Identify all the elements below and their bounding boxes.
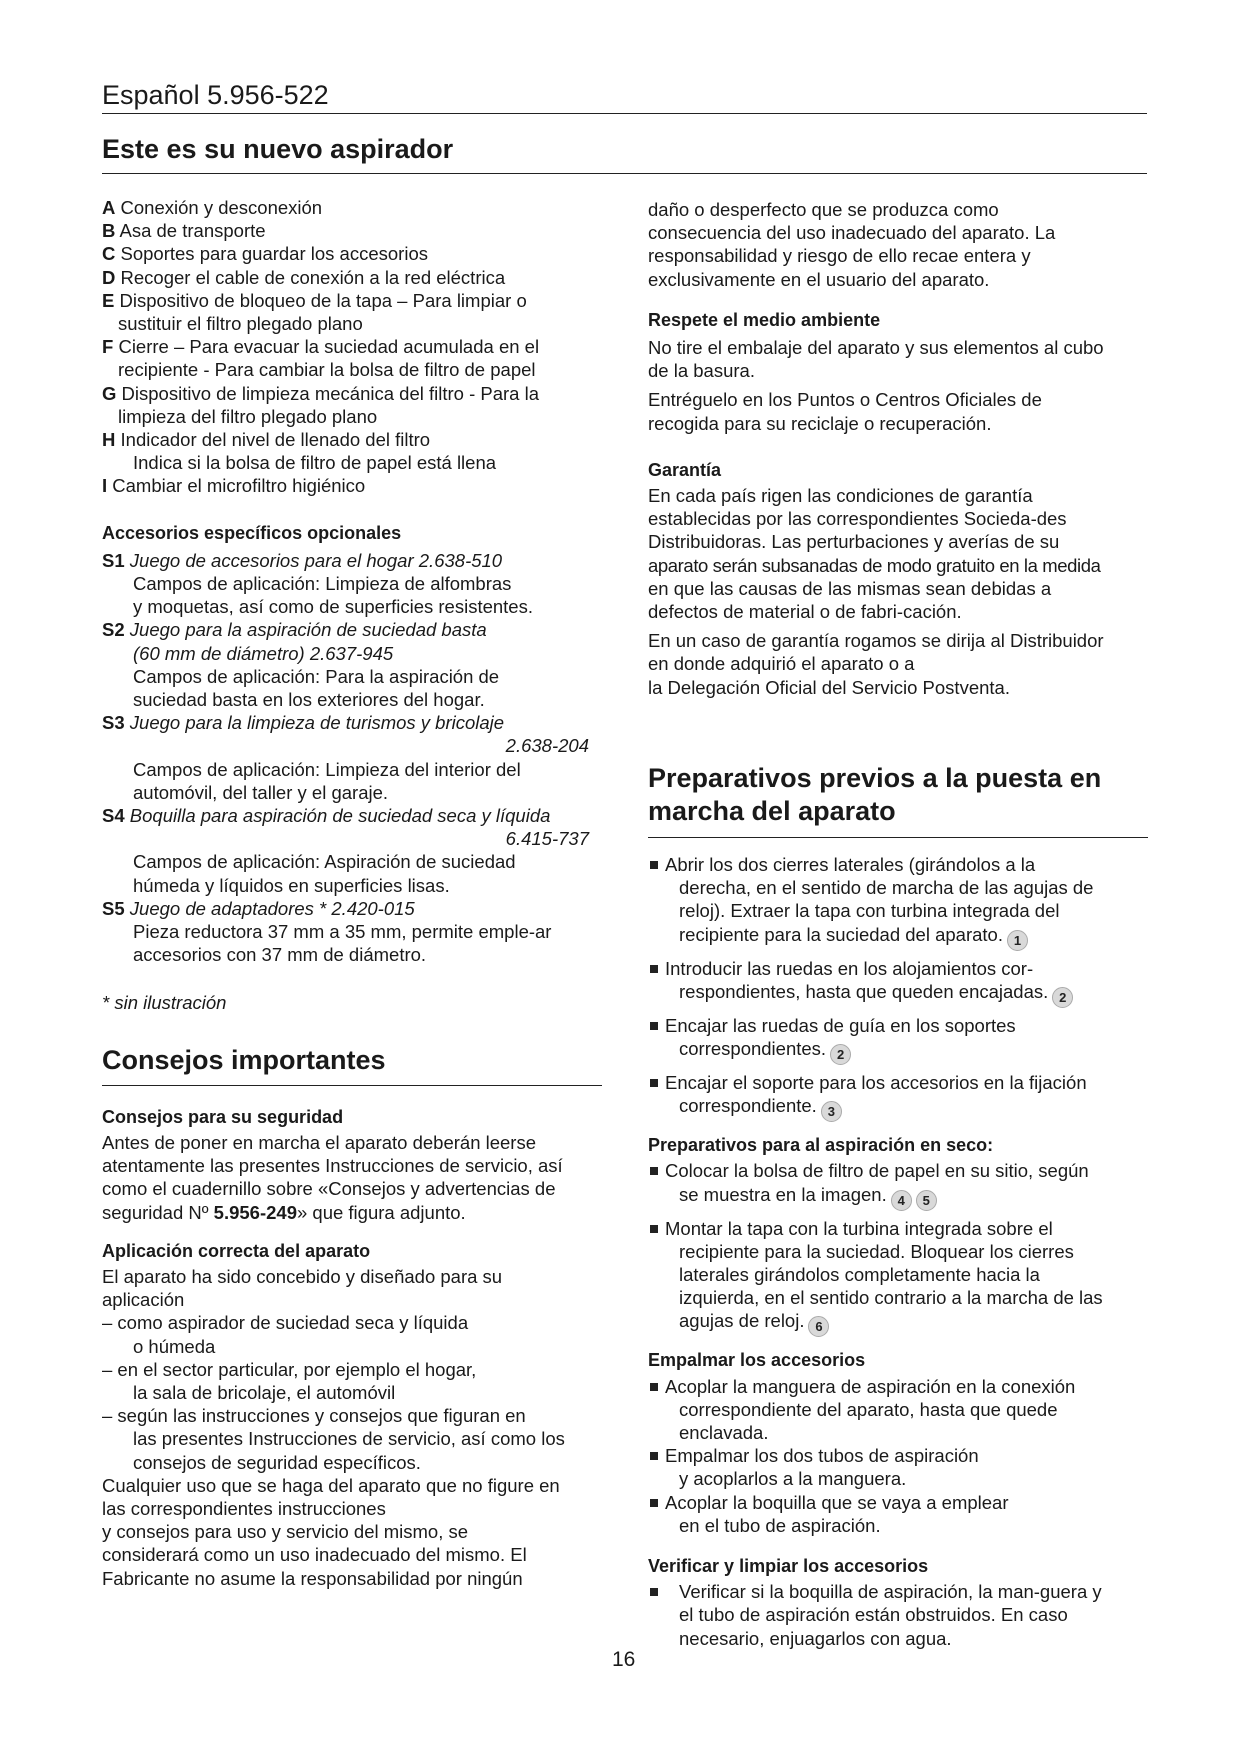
accessory-item: S3 Juego para la limpieza de turismos y bricolaje xyxy=(102,712,505,734)
check-heading: Verificar y limpiar los accesorios xyxy=(648,1556,929,1577)
right-column xyxy=(648,198,1148,699)
figure-ref-icon: 4 xyxy=(891,1190,912,1211)
accessory-desc: Campos de aplicación: Aspiración de suciedad xyxy=(133,851,516,873)
environment-text: de la basura. xyxy=(648,360,755,382)
use-heading: Aplicación correcta del aparato xyxy=(102,1240,371,1261)
prep-heading: Preparativos previos a la puesta en marcha del aparato xyxy=(648,763,1102,826)
acc-step: Acoplar la manguera de aspiración en la conexión correspondiente del aparato, hasta que quede enclavada. xyxy=(648,1375,1153,1445)
accessory-desc: Campos de aplicación: Limpieza de alfombras xyxy=(133,573,512,595)
check-step: Verificar si la boquilla de aspiración, la man-guera y el tubo de aspiración están obstruidos. En caso necesario, enjuagarlos con agua. xyxy=(648,1580,1153,1650)
accessory-code: 6.415-737 xyxy=(505,828,589,850)
page-number: 16 xyxy=(612,1648,636,1671)
accessory-item: S2 Juego para la aspiración de suciedad basta xyxy=(102,619,487,641)
safety-text: como el cuadernillo sobre «Consejos y advertencias de xyxy=(102,1178,556,1200)
part-item-cont: recipiente - Para cambiar la bolsa de filtro de papel xyxy=(118,359,536,381)
accessory-desc: Pieza reductora 37 mm a 35 mm, permite emple-ar xyxy=(133,921,552,943)
part-item: B Asa de transporte xyxy=(102,220,266,242)
accessories-list xyxy=(102,549,607,967)
header-rule xyxy=(102,113,1147,114)
figure-ref-icon: 1 xyxy=(1007,930,1028,951)
warranty-text: la Delegación Oficial del Servicio Postventa. xyxy=(648,676,1010,698)
page-header: Español 5.956-522 xyxy=(102,80,329,110)
prep-step: Introducir las ruedas en los alojamientos cor- respondientes, hasta que queden encajadas. 2 xyxy=(648,957,1153,1008)
accessory-desc: y moquetas, así como de superficies resistentes. xyxy=(133,596,533,618)
footnote: * sin ilustración xyxy=(102,991,227,1013)
use-text: Cualquier uso que se haga del aparato que no figure en xyxy=(102,1474,560,1496)
accessories-heading: Accesorios específicos opcionales xyxy=(102,522,402,543)
part-item: C Soportes para guardar los accesorios xyxy=(102,243,428,265)
use-text: y consejos para uso y servicio del mismo, se xyxy=(102,1521,469,1543)
safety-text: atentamente las presentes Instrucciones de servicio, así xyxy=(102,1155,563,1177)
bullet-icon xyxy=(650,1079,658,1087)
dry-step: Colocar la bolsa de filtro de papel en su sitio, según se muestra en la imagen. 4 5 xyxy=(648,1159,1153,1210)
use-text-cont: responsabilidad y riesgo de ello recae entera y xyxy=(648,245,1031,267)
use-text: Fabricante no asume la responsabilidad por ningún xyxy=(102,1567,523,1589)
use-text-cont: daño o desperfecto que se produzca como xyxy=(648,199,999,220)
warranty-text: en que las causas de las mismas sean debidas a xyxy=(648,577,1052,599)
safety-heading: Consejos para su seguridad xyxy=(102,1106,344,1127)
figure-ref-icon: 3 xyxy=(821,1101,842,1122)
acc-step: Acoplar la boquilla que se vaya a emplear en el tubo de aspiración. xyxy=(648,1491,1153,1537)
accessory-title-cont: (60 mm de diámetro) 2.637-945 xyxy=(133,642,394,664)
use-item: – en el sector particular, por ejemplo el hogar, xyxy=(102,1358,477,1380)
figure-ref-icon: 2 xyxy=(1052,987,1073,1008)
tips-heading: Consejos importantes xyxy=(102,1044,386,1075)
use-text-cont: exclusivamente en el usuario del aparato. xyxy=(648,268,990,290)
accessory-desc: Campos de aplicación: Para la aspiración de xyxy=(133,665,500,687)
accessory-desc: accesorios con 37 mm de diámetro. xyxy=(133,944,427,966)
bullet-icon xyxy=(650,1452,658,1460)
use-text: El aparato ha sido concebido y diseñado para su xyxy=(102,1265,503,1287)
dry-heading: Preparativos para al aspiración en seco: xyxy=(648,1135,994,1156)
warranty-text: aparato serán subsanadas de modo gratuito en la medida xyxy=(648,554,1101,576)
use-text: considerará como un uso inadecuado del mismo. El xyxy=(102,1544,527,1566)
part-item: A Conexión y desconexión xyxy=(102,197,323,218)
warranty-text: defectos de material o de fabri-cación. xyxy=(648,601,962,623)
accessory-item: S4 Boquilla para aspiración de suciedad seca y líquida xyxy=(102,805,551,827)
accessory-desc: Campos de aplicación: Limpieza del interior del xyxy=(133,758,521,780)
use-item-cont: o húmeda xyxy=(133,1335,216,1357)
part-item: D Recoger el cable de conexión a la red eléctrica xyxy=(102,266,506,288)
accessory-item: S5 Juego de adaptadores * 2.420-015 xyxy=(102,897,415,919)
accessory-desc: húmeda y líquidos en superficies lisas. xyxy=(133,874,450,896)
figure-ref-icon: 5 xyxy=(916,1190,937,1211)
use-item-cont: las presentes Instrucciones de servicio, así como los xyxy=(133,1428,565,1450)
acc-heading: Empalmar los accesorios xyxy=(648,1350,866,1371)
use-text: aplicación xyxy=(102,1289,185,1311)
use-item-cont: consejos de seguridad específicos. xyxy=(133,1451,421,1473)
warranty-heading: Garantía xyxy=(648,459,722,480)
accessory-desc: suciedad basta en los exteriores del hogar. xyxy=(133,689,485,711)
parts-list xyxy=(102,196,607,498)
prep-rule xyxy=(648,837,1148,838)
use-text: las correspondientes instrucciones xyxy=(102,1497,386,1519)
use-item: – según las instrucciones y consejos que figuran en xyxy=(102,1405,526,1427)
use-item: – como aspirador de suciedad seca y líquida xyxy=(102,1312,469,1334)
warranty-text: En un caso de garantía rogamos se dirija al Distribuidor xyxy=(648,630,1104,652)
prep-step: Abrir los dos cierres laterales (girándolos a la derecha, en el sentido de marcha de las agujas de reloj). Extraer la tapa con turbina integrada del recipiente para la suciedad del aparato. 1 xyxy=(648,853,1153,951)
environment-text: No tire el embalaje del aparato y sus elementos al cubo xyxy=(648,337,1104,359)
bullet-icon xyxy=(650,1383,658,1391)
environment-heading: Respete el medio ambiente xyxy=(648,309,881,330)
bullet-icon xyxy=(650,1167,658,1175)
environment-text: recogida para su reciclaje o recuperación. xyxy=(648,412,992,434)
part-item-cont: Indica si la bolsa de filtro de papel está llena xyxy=(133,452,497,474)
bullet-icon xyxy=(650,861,658,869)
figure-ref-icon: 6 xyxy=(808,1316,829,1337)
part-item: H Indicador del nivel de llenado del filtro xyxy=(102,429,431,451)
accessory-item: S1 Juego de accesorios para el hogar 2.638-510 xyxy=(102,549,503,571)
dry-step: Montar la tapa con la turbina integrada sobre el recipiente para la suciedad. Bloquear los cierres laterales girándolos completamente hacia la izquierda, en el sentido contrario a la marcha de las agujas de reloj. 6 xyxy=(648,1217,1153,1338)
accessory-desc: automóvil, del taller y el garaje. xyxy=(133,781,389,803)
use-item-cont: la sala de bricolaje, el automóvil xyxy=(133,1381,396,1403)
part-item-cont: limpieza del filtro plegado plano xyxy=(118,405,378,427)
part-item: E Dispositivo de bloqueo de la tapa – Para limpiar o xyxy=(102,289,527,311)
bullet-icon xyxy=(650,1022,658,1030)
warranty-text: establecidas por las correspondientes Socieda-des xyxy=(648,508,1067,530)
warranty-text: en donde adquirió el aparato o a xyxy=(648,653,915,675)
prep-section xyxy=(648,853,1153,1650)
part-item: G Dispositivo de limpieza mecánica del filtro - Para la xyxy=(102,382,539,404)
accessory-code: 2.638-204 xyxy=(505,735,589,757)
bullet-icon xyxy=(650,1588,658,1596)
part-item-cont: sustituir el filtro plegado plano xyxy=(118,313,363,335)
bullet-icon xyxy=(650,965,658,973)
left-column xyxy=(102,196,607,1590)
figure-ref-icon: 2 xyxy=(830,1044,851,1065)
intro-rule xyxy=(102,173,1147,174)
prep-step: Encajar el soporte para los accesorios en la fijación correspondiente. 3 xyxy=(648,1071,1153,1122)
use-text-cont: consecuencia del uso inadecuado del aparato. La xyxy=(648,222,1056,244)
part-item: F Cierre – Para evacuar la suciedad acumulada en el xyxy=(102,336,540,358)
safety-text: Antes de poner en marcha el aparato deberán leerse xyxy=(102,1131,537,1153)
warranty-text: Distribuidoras. Las perturbaciones y averías de su xyxy=(648,531,1060,553)
prep-step: Encajar las ruedas de guía en los soportes correspondientes. 2 xyxy=(648,1014,1153,1065)
part-item: I Cambiar el microfiltro higiénico xyxy=(102,475,366,497)
safety-text: seguridad Nº 5.956-249» que figura adjunto. xyxy=(102,1201,466,1223)
environment-text: Entréguelo en los Puntos o Centros Oficiales de xyxy=(648,389,1042,411)
intro-heading: Este es su nuevo aspirador xyxy=(102,134,454,164)
acc-step: Empalmar los dos tubos de aspiración y acoplarlos a la manguera. xyxy=(648,1444,1153,1490)
warranty-text: En cada país rigen las condiciones de garantía xyxy=(648,485,1033,507)
bullet-icon xyxy=(650,1225,658,1233)
bullet-icon xyxy=(650,1499,658,1507)
